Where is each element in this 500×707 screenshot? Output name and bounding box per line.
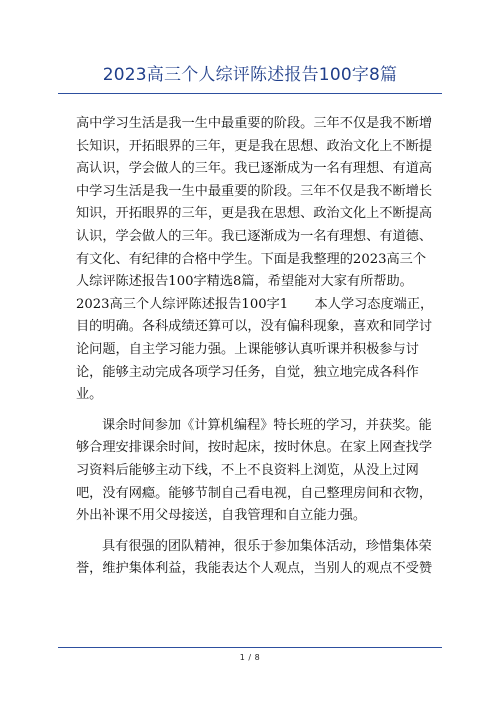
footer-rule	[58, 647, 442, 648]
document-title: 2023高三个人综评陈述报告100字8篇	[102, 65, 398, 85]
activities-paragraph: 课余时间参加《计算机编程》特长班的学习，并获奖。能够合理安排课余时间，按时起床，按时休息。在家上网查找学习资料后能够主动下线，不上不良资料上浏览，从没上过网吧，没有网瘾。能够节制自己看电视，自己整理房间和衣物，外出补课不用父母接送，自我管理和自立能力强。	[76, 417, 433, 524]
report-1-paragraph: 2023高三个人综评陈述报告100字1 本人学习态度端正，目的明确。各科成绩还算可以，没有偏科现象，喜欢和同学讨论问题，自主学习能力强。上课能够认真听课并积极参与讨论，能够主动完成各项学习任务，自觉，独立地完成各科作业。	[76, 296, 434, 403]
team-spirit-paragraph: 具有很强的团队精神，很乐于参加集体活动，珍惜集体荣誉，维护集体利益，我能表达个人观点，当别人的观点不受赞	[76, 538, 433, 577]
header-rule	[58, 93, 442, 94]
page-number: 1 / 8	[239, 653, 261, 662]
intro-paragraph: 高中学习生活是我一生中最重要的阶段。三年不仅是我不断增长知识，开拓眼界的三年，更是我在思想、政治文化上不断提高认识，学会做人的三年。我已逐渐成为一名有理想、有道高中学习生活是我一生中最重要的阶段。三年不仅是我不断增长知识，开拓眼界的三年，更是我在思想、政治文化上不断提高认识，学会做人的三年。我已逐渐成为一名有理想、有道德、有文化、有纪律的合格中学生。下面是我整理的2023高三个人综评陈述报告100字精选8篇，希望能对大家有所帮助。	[76, 116, 433, 290]
document-body	[76, 113, 436, 581]
